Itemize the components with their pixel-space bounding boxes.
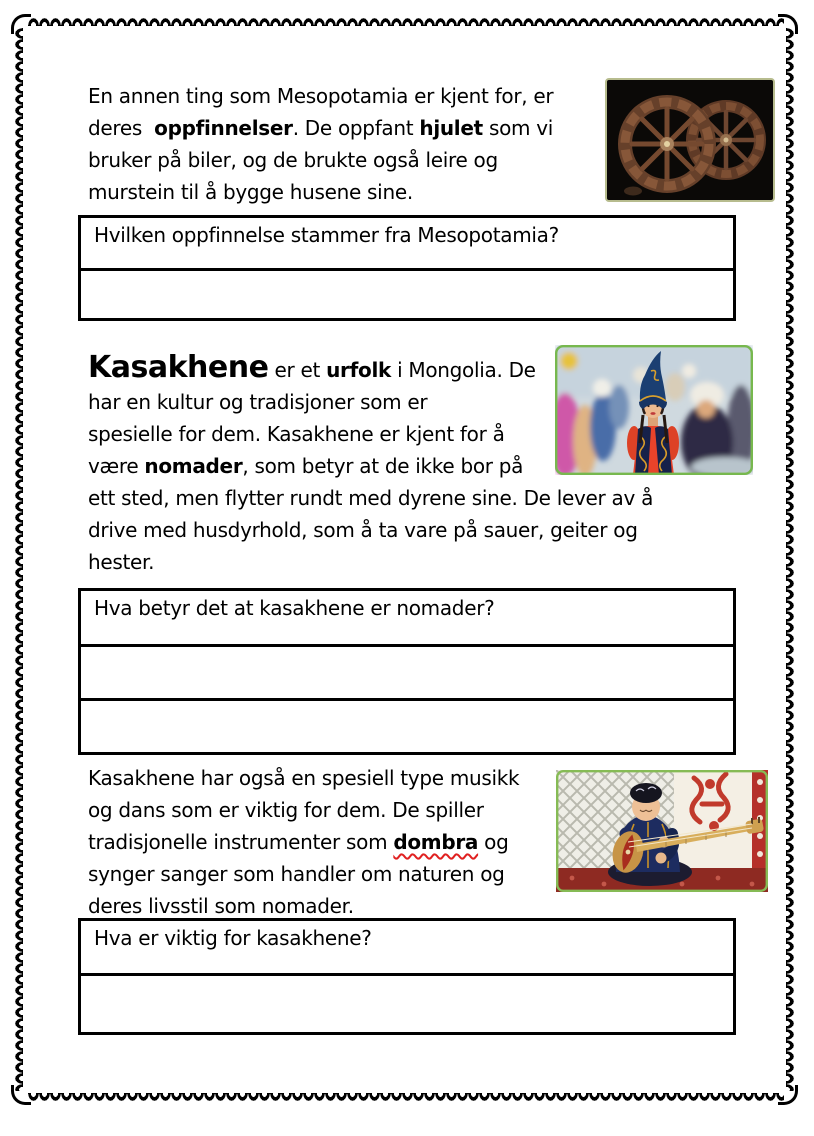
question-row: Hva er viktig for kasakhene? — [81, 921, 733, 976]
answer-row[interactable] — [81, 976, 733, 1032]
ancient-wheels-illustration — [605, 78, 775, 202]
text-run: deres livsstil som nomader. — [88, 894, 354, 918]
text-run: er et — [268, 358, 327, 382]
border-corner-top-left — [11, 14, 31, 34]
keyword-title: Kasakhene — [88, 350, 269, 385]
text-run: drive med husdyrhold, som å ta vare på sauer, geiter og — [88, 518, 638, 542]
text-run: være — [88, 454, 145, 478]
answer-row[interactable] — [81, 271, 733, 318]
paragraph-mesopotamia — [88, 80, 613, 208]
text-run: deres — [88, 116, 155, 140]
text-run: bruker på biler, og de brukte også leire og — [88, 148, 498, 172]
text-run: . De oppfant — [292, 116, 420, 140]
kazakh-crowd-illustration — [555, 345, 753, 475]
question-row: Hvilken oppfinnelse stammer fra Mesopotamia? — [81, 218, 733, 271]
text-run: synger sanger som handler om naturen og — [88, 862, 505, 886]
text-run: Kasakhene har også en spesiell type musikk — [88, 766, 520, 790]
dombra-player-image — [556, 770, 768, 892]
keyword-bold: dombra — [393, 830, 479, 854]
text-run: ett sted, men flytter rundt med dyrene sine. De lever av å — [88, 486, 654, 510]
question-box-nomader — [78, 588, 736, 755]
text-run: og dans som er viktig for dem. De spiller — [88, 798, 484, 822]
paragraph-kasakhene-musikk — [88, 762, 593, 922]
dombra-player-illustration — [556, 770, 768, 892]
text-run: har en kultur og tradisjoner som er — [88, 390, 428, 414]
text-run: En annen ting som Mesopotamia er kjent for, er — [88, 84, 554, 108]
text-run: spesielle for dem. Kasakhene er kjent for å — [88, 422, 505, 446]
border-corner-top-right — [778, 14, 798, 34]
keyword-bold: nomader — [144, 454, 243, 478]
text-run: , som betyr at de ikke bor på — [242, 454, 524, 478]
border-edge-left — [11, 28, 23, 1091]
text-run: murstein til å bygge husene sine. — [88, 180, 413, 204]
border-corner-bottom-right — [778, 1085, 798, 1105]
ancient-wheels-image — [605, 78, 775, 202]
text-run: tradisjonelle instrumenter som — [88, 830, 394, 854]
keyword-bold: oppfinnelser — [154, 116, 293, 140]
kazakh-traditional-dress-image — [555, 345, 753, 475]
text-run: hester. — [88, 550, 155, 574]
question-row: Hva betyr det at kasakhene er nomader? — [81, 591, 733, 647]
text-run: som vi — [482, 116, 554, 140]
answer-row[interactable] — [81, 647, 733, 698]
question-box-mesopotamia — [78, 215, 736, 321]
border-edge-right — [786, 28, 798, 1091]
text-run: i Mongolia. De — [391, 358, 536, 382]
border-corner-bottom-left — [11, 1085, 31, 1105]
text-run: og — [478, 830, 509, 854]
keyword-bold: hjulet — [419, 116, 483, 140]
question-box-viktig — [78, 918, 736, 1035]
border-edge-bottom — [28, 1093, 784, 1105]
answer-row[interactable] — [81, 698, 733, 752]
border-edge-top — [28, 14, 784, 26]
keyword-bold: urfolk — [326, 358, 392, 382]
